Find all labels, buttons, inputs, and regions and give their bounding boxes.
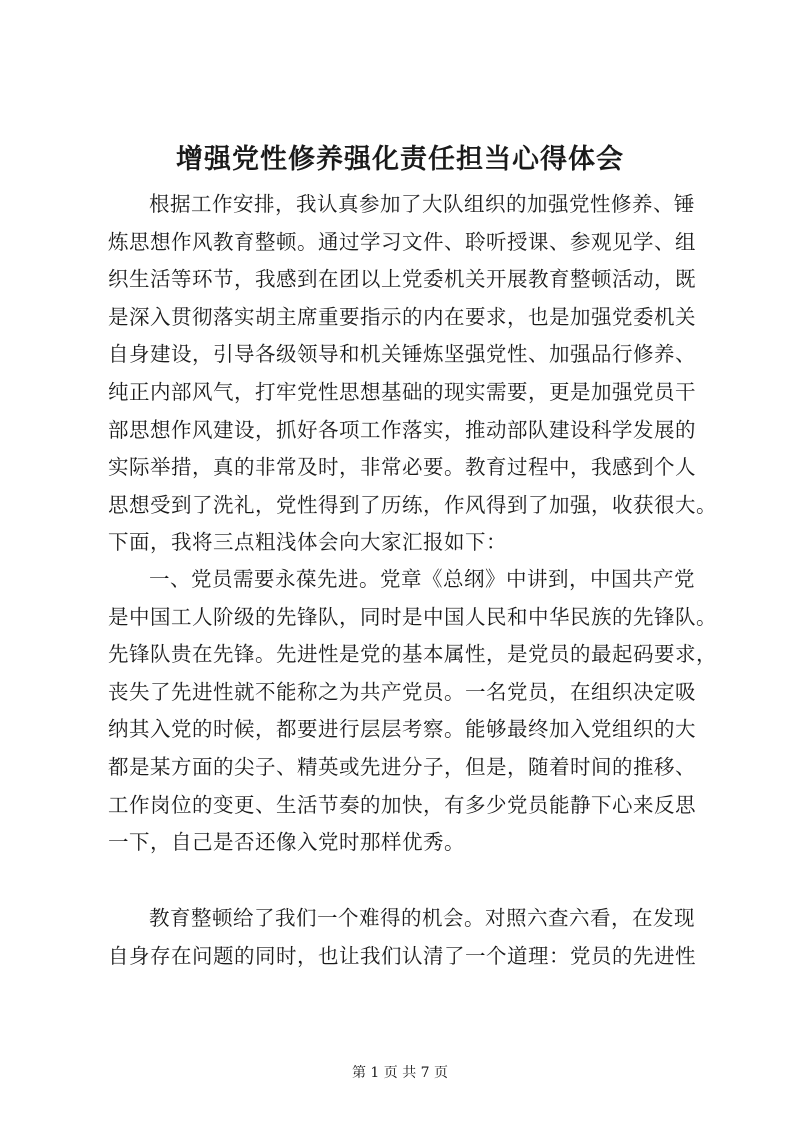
paragraph-line: 部思想作风建设，抓好各项工作落实，推动部队建设科学发展的 bbox=[108, 417, 696, 442]
paragraph-line: 根据工作安排，我认真参加了大队组织的加强党性修养、锤 bbox=[149, 192, 695, 216]
paragraph-line: 教育整顿给了我们一个难得的机会。对照六查六看，在发现 bbox=[149, 906, 695, 930]
paragraph-1 bbox=[108, 186, 717, 562]
paragraph-line: 纯正内部风气，打牢党性思想基础的现实需要，更是加强党员干 bbox=[108, 379, 696, 404]
paragraph-line: 下面，我将三点粗浅体会向大家汇报如下： bbox=[108, 530, 507, 555]
paragraph-line: 丧失了先进性就不能称之为共产党员。一名党员，在组织决定吸 bbox=[108, 679, 696, 704]
paragraph-line: 一下，自己是否还像入党时那样优秀。 bbox=[108, 830, 465, 855]
paragraph-2 bbox=[108, 561, 717, 862]
paragraph-3 bbox=[108, 900, 708, 975]
paragraph-line: 一、党员需要永葆先进。党章《总纲》中讲到，中国共产党 bbox=[149, 567, 695, 591]
paragraph-line: 自身建设，引导各级领导和机关锤炼坚强党性、加强品行修养、 bbox=[108, 342, 696, 367]
paragraph-line: 炼思想作风教育整顿。通过学习文件、聆听授课、参观见学、组 bbox=[108, 229, 696, 254]
paragraph-line: 工作岗位的变更、生活节奏的加快，有多少党员能静下心来反思 bbox=[108, 792, 696, 817]
page-footer: 第 1 页 共 7 页 bbox=[351, 1065, 449, 1081]
paragraph-line: 自身存在问题的同时，也让我们认清了一个道理：党员的先进性 bbox=[108, 943, 696, 968]
paragraph-line: 思想受到了洗礼，党性得到了历练，作风得到了加强，收获很大。 bbox=[108, 492, 717, 517]
paragraph-line: 是深入贯彻落实胡主席重要指示的内在要求，也是加强党委机关 bbox=[108, 304, 696, 329]
paragraph-line: 都是某方面的尖子、精英或先进分子，但是，随着时间的推移、 bbox=[108, 754, 696, 779]
paragraph-line: 实际举措，真的非常及时，非常必要。教育过程中，我感到个人 bbox=[108, 455, 696, 480]
document-title: 增强党性修养强化责任担当心得体会 bbox=[176, 144, 624, 175]
paragraph-line: 是中国工人阶级的先锋队，同时是中国人民和中华民族的先锋队。 bbox=[108, 604, 717, 629]
paragraph-line: 纳其入党的时候，都要进行层层考察。能够最终加入党组织的大 bbox=[108, 717, 696, 742]
paragraph-line: 先锋队贵在先锋。先进性是党的基本属性，是党员的最起码要求， bbox=[108, 642, 717, 667]
paragraph-line: 织生活等环节，我感到在团以上党委机关开展教育整顿活动，既 bbox=[108, 267, 696, 292]
